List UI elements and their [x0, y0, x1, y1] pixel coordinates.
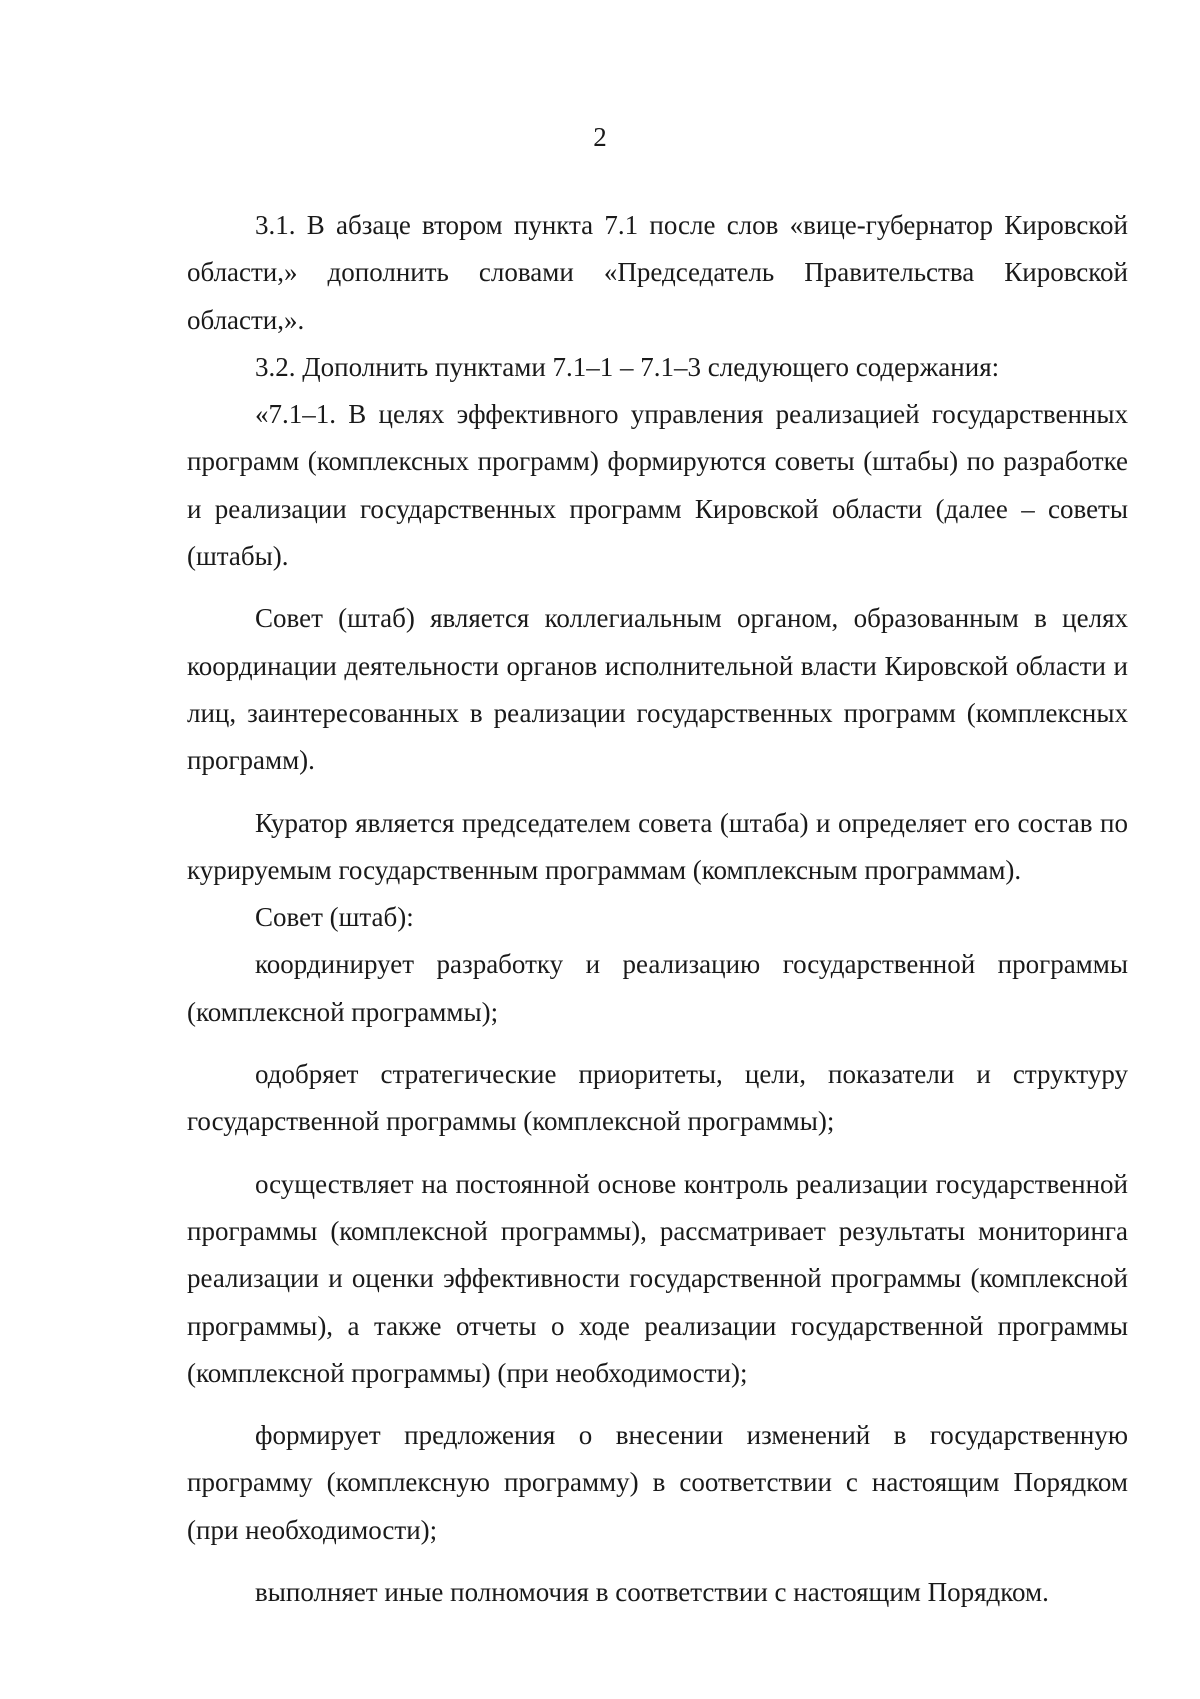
paragraph-7-1-1: «7.1–1. В целях эффективного управления реализацией государственных программ (комплексных программ) формируются советы (штабы) по разработке и реализации государственных программ Кировской области (далее – советы (штабы).: [187, 399, 1128, 572]
paragraph-curator: Куратор является председателем совета (штаба) и определяет его состав по курируемым государственным программам (комплексным программам).: [187, 807, 1128, 885]
paragraph-other-powers: выполняет иные полномочия в соответствии с настоящим Порядком.: [255, 1577, 1049, 1608]
paragraph-3-1: 3.1. В абзаце втором пункта 7.1 после слов «вице-губернатор Кировской области,» дополнить словами «Председатель Правительства Кировской области,».: [187, 210, 1128, 335]
paragraph-3-2: 3.2. Дополнить пунктами 7.1–1 – 7.1–3 следующего содержания:: [255, 351, 1000, 382]
paragraph-controls: осуществляет на постоянной основе контроль реализации государственной программы (комплексной программы), рассматривает результаты мониторинга реализации и оценки эффективности государственной программы (комплексной программы), а также отчеты о ходе реализации государственной программы (комплексной программы) (при необходимости);: [187, 1168, 1128, 1388]
paragraph-council-heading: Совет (штаб):: [255, 902, 414, 933]
document-body: [187, 202, 1128, 1616]
paragraph-proposals: формирует предложения о внесении изменений в государственную программу (комплексную программу) в соответствии с настоящим Порядком (при необходимости);: [187, 1420, 1128, 1545]
paragraph-approves: одобряет стратегические приоритеты, цели, показатели и структуру государственной программы (комплексной программы);: [187, 1059, 1128, 1137]
paragraph-coordinates: координирует разработку и реализацию государственной программы (комплексной программы);: [187, 949, 1128, 1027]
paragraph-council-definition: Совет (штаб) является коллегиальным органом, образованным в целях координации деятельности органов исполнительной власти Кировской области и лиц, заинтересованных в реализации государственных программ (комплексных программ).: [187, 603, 1128, 776]
page-number: 2: [593, 122, 607, 152]
